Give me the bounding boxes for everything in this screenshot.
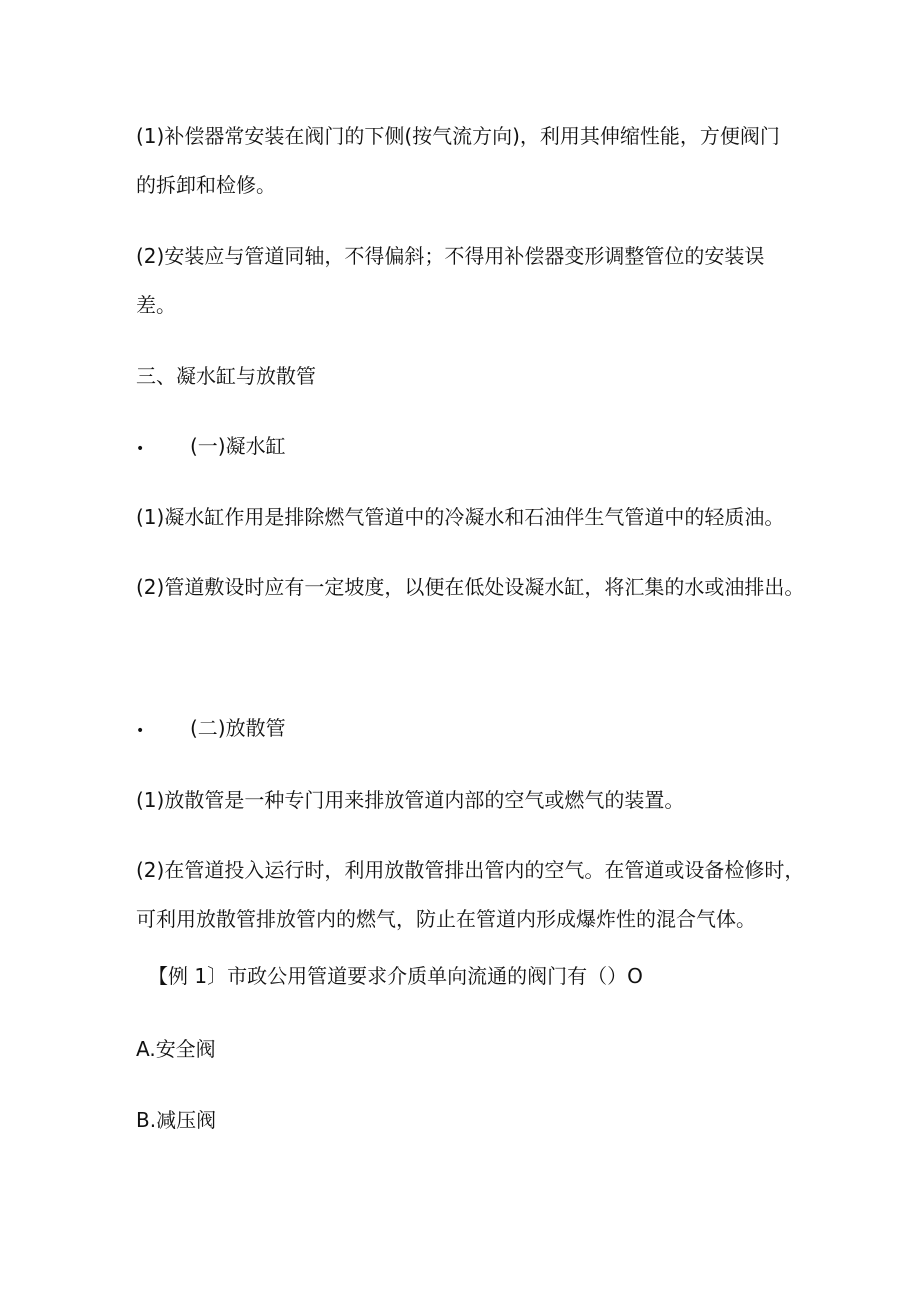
paragraph-condensate-slope: (2)管道敷设时应有一定坡度，以便在低处设凝水缸，将汇集的水或油排出。 bbox=[136, 575, 805, 599]
paragraph-install-coaxial-line2: 差。 bbox=[136, 293, 176, 317]
subsection-heading-vent-pipe bbox=[136, 714, 286, 745]
bullet-icon: • bbox=[136, 723, 145, 739]
bullet-icon: • bbox=[136, 441, 145, 457]
paragraph-install-coaxial-line1: (2)安装应与管道同轴，不得偏斜；不得用补偿器变形调整管位的安装误 bbox=[136, 244, 765, 268]
subsection-title: (二)放散管 bbox=[190, 716, 286, 740]
paragraph-compensator-install-line2: 的拆卸和检修。 bbox=[136, 173, 276, 197]
section-heading-condensate-vent: 三、凝水缸与放散管 bbox=[136, 364, 316, 388]
example-question: 【例 1〕市政公用管道要求介质单向流通的阀门有（）O bbox=[148, 964, 643, 988]
subsection-heading-condensate-tank bbox=[136, 432, 286, 463]
option-b: B.减压阀 bbox=[136, 1108, 217, 1132]
paragraph-vent-definition: (1)放散管是一种专门用来排放管道内部的空气或燃气的装置。 bbox=[136, 788, 685, 812]
paragraph-vent-usage-line1: (2)在管道投入运行时，利用放散管排出管内的空气。在管道或设备检修时， bbox=[136, 858, 805, 882]
paragraph-condensate-purpose: (1)凝水缸作用是排除燃气管道中的冷凝水和石油伴生气管道中的轻质油。 bbox=[136, 505, 785, 529]
subsection-title: (一)凝水缸 bbox=[190, 434, 286, 458]
paragraph-compensator-install-line1: (1)补偿器常安装在阀门的下侧(按气流方向)，利用其伸缩性能，方便阀门 bbox=[136, 124, 780, 148]
option-a: A.安全阀 bbox=[136, 1037, 216, 1061]
paragraph-vent-usage-line2: 可利用放散管排放管内的燃气，防止在管道内形成爆炸性的混合气体。 bbox=[136, 907, 756, 931]
